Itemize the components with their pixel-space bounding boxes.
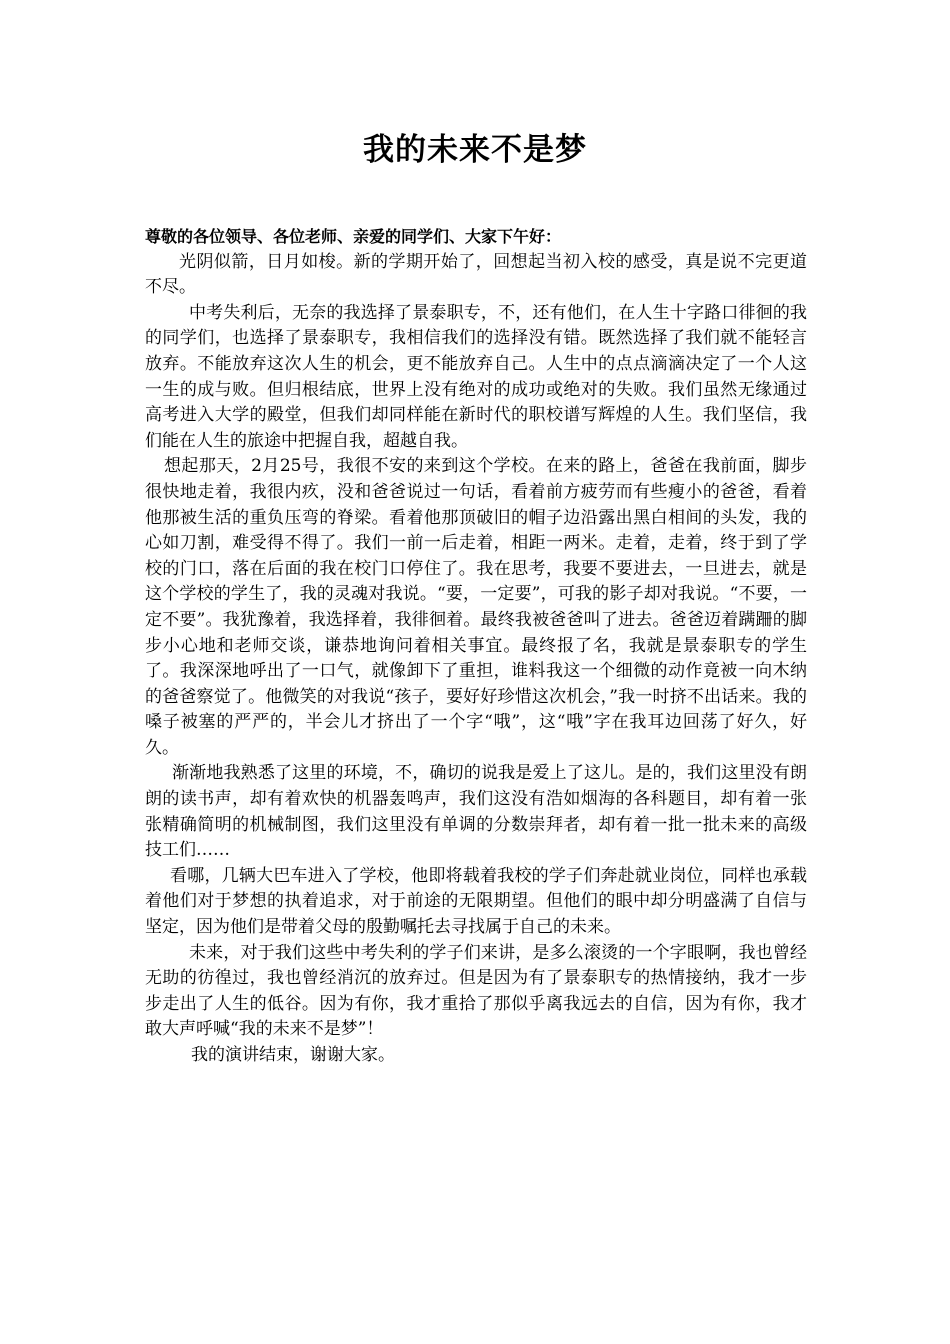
paragraph-4: 渐渐地我熟悉了这里的环境，不，确切的说我是爱上了这儿。是的，我们这里没有朗朗的读书声，却有着欢快的机器轰鸣声，我们这没有浩如烟海的各科题目，却有着一张张精确简明的机械制图，我们这里没有单调的分数崇拜者，却有着一批一批未来的高级技工们……	[145, 763, 807, 861]
salutation: 尊敬的各位领导、各位老师、亲爱的同学们、大家下午好：	[145, 227, 562, 246]
document-title: 我的未来不是梦	[363, 132, 587, 168]
paragraph-6: 未来，对于我们这些中考失利的学子们来讲，是多么滚烫的一个字眼啊，我也曾经无助的彷徨过，我也曾经消沉的放弃过。但是因为有了景泰职专的热情接纳，我才一步步走出了人生的低谷。因为有你，我才重拾了那似乎离我远去的自信，因为有你，我才敢大声呼喊“我的未来不是梦”！	[145, 942, 807, 1040]
closing-line: 我的演讲结束，谢谢大家。	[191, 1045, 395, 1065]
paragraph-1: 光阴似箭，日月如梭。新的学期开始了，回想起当初入校的感受，真是说不完更道不尽。	[145, 251, 807, 298]
paragraph-3: 想起那天，2月25号，我很不安的来到这个学校。在来的路上，爸爸在我前面，脚步很快地走着，我很内疚，没和爸爸说过一句话，看着前方疲劳而有些瘦小的爸爸，看着他那被生活的重负压弯的脊梁。看着他那顶破旧的帽子边沿露出黑白相间的头发，我的心如刀割，难受得不得了。我们一前一后走着，相距一两米。走着，走着，终于到了学校的门口，落在后面的我在校门口停住了。我在思考，我要不要进去，一旦进去，就是这个学校的学生了，我的灵魂对我说。“要，一定要”，可我的影子却对我说。“不要，一定不要”。我犹豫着，我选择着，我徘徊着。最终我被爸爸叫了进去。爸爸迈着蹒跚的脚步小心地和老师交谈，谦恭地询问着相关事宜。最终报了名，我就是景泰职专的学生了。我深深地呼出了一口气，就像卸下了重担，谁料我这一个细微的动作竟被一向木纳的爸爸察觉了。他微笑的对我说“孩子，要好好珍惜这次机会，”我一时挤不出话来。我的嗓子被塞的严严的，半会儿才挤出了一个字“哦”，这“哦”字在我耳边回荡了好久，好久。	[145, 456, 807, 758]
paragraph-2: 中考失利后，无奈的我选择了景泰职专，不，还有他们，在人生十字路口徘徊的我的同学们，也选择了景泰职专，我相信我们的选择没有错。既然选择了我们就不能轻言放弃。不能放弃这次人生的机会，更不能放弃自己。人生中的点点滴滴决定了一个人这一生的成与败。但归根结底，世界上没有绝对的成功或绝对的失败。我们虽然无缘通过高考进入大学的殿堂，但我们却同样能在新时代的职校谱写辉煌的人生。我们坚信，我们能在人生的旅途中把握自我，超越自我。	[145, 302, 807, 451]
document-body	[145, 224, 807, 1069]
paragraph-5: 看哪，几辆大巴车进入了学校，他即将载着我校的学子们奔赴就业岗位，同样也承载着他们对于梦想的执着追求，对于前途的无限期望。但他们的眼中却分明盛满了自信与坚定，因为他们是带着父母的殷勤嘱托去寻找属于自己的未来。	[145, 865, 807, 938]
